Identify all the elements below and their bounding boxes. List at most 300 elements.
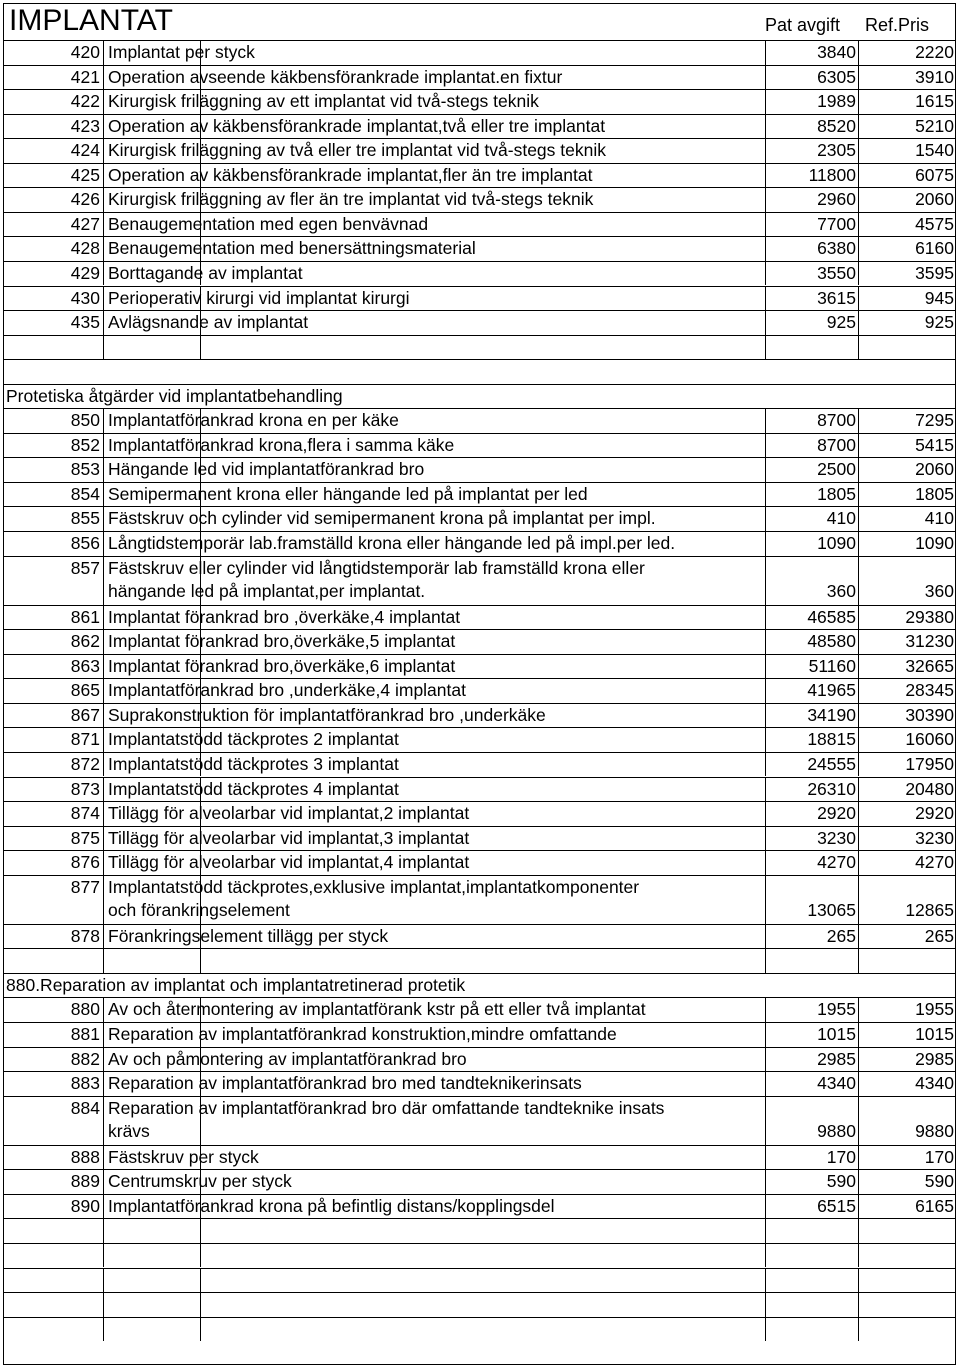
desc-cell (103, 287, 410, 311)
desc-cell (103, 925, 389, 949)
pat-fee-cell: 7700 (765, 213, 858, 237)
code-cell (3, 336, 103, 360)
table-row (3, 482, 956, 507)
table-row (3, 678, 956, 703)
table-row (3, 826, 956, 851)
desc-cell (103, 1072, 582, 1096)
pat-fee-cell: 8700 (765, 434, 858, 458)
pat-fee-cell: 360 (765, 580, 858, 605)
pat-fee-cell (765, 1219, 858, 1243)
ref-price-cell (858, 1219, 956, 1243)
item-description: Reparation av implantatförankrad bro där omfattande tandteknike insats (108, 1097, 665, 1118)
pat-fee-cell: 34190 (765, 704, 858, 728)
page-title: IMPLANTAT (9, 4, 173, 37)
code-cell: 857 (70, 557, 100, 578)
pat-fee-cell: 3840 (765, 41, 858, 65)
item-description-continued: hängande led på implantat,per implantat. (108, 581, 426, 602)
ref-price-cell: 6165 (858, 1195, 956, 1219)
desc-cell (103, 557, 645, 581)
code-cell: 862 (70, 631, 100, 652)
table-row (3, 261, 956, 286)
pat-fee-cell: 6515 (765, 1195, 858, 1219)
code-cell: 881 (70, 1024, 100, 1044)
table-row-continued (3, 1120, 956, 1145)
code-cell: 424 (70, 140, 100, 161)
empty-row (3, 1292, 956, 1317)
desc-cell (103, 1048, 467, 1072)
desc-cont-cell (200, 1293, 765, 1317)
item-description: Operation avseende käkbensförankrade implantat.en fixtur (108, 66, 563, 87)
desc-cell (103, 704, 546, 728)
ref-price-cell: 2920 (858, 802, 956, 826)
table-row (3, 703, 956, 728)
desc-cont-cell (200, 336, 765, 360)
code-cell: 421 (70, 66, 100, 87)
pat-fee-cell: 26310 (765, 778, 858, 802)
item-description: Tillägg för alveolarbar vid implantat,2 implantat (108, 803, 470, 824)
code-cell: 423 (70, 115, 100, 136)
pat-fee-cell: 1989 (765, 90, 858, 114)
code-cell: 888 (70, 1146, 100, 1167)
table-row (3, 1169, 956, 1194)
pat-fee-cell (765, 1097, 858, 1121)
empty-row (3, 335, 956, 360)
code-cell: 865 (70, 680, 100, 701)
pat-fee-cell (765, 1293, 858, 1317)
ref-price-cell: 30390 (858, 704, 956, 728)
code-cell (3, 1244, 103, 1268)
ref-price-cell: 590 (858, 1170, 956, 1194)
pat-fee-cell: 13065 (765, 899, 858, 924)
code-cell (3, 580, 103, 605)
pat-fee-cell (765, 360, 858, 384)
ref-price-cell: 4575 (858, 213, 956, 237)
desc-cell (103, 139, 606, 163)
table-row (3, 850, 956, 875)
item-description: Implantat förankrad bro,överkäke,6 implantat (108, 655, 456, 676)
ref-price-cell: 9880 (858, 1120, 956, 1145)
pat-fee-cell: 41965 (765, 679, 858, 703)
ref-price-cell: 6160 (858, 237, 956, 261)
item-description: Implantatstödd täckprotes 3 implantat (108, 753, 399, 774)
item-description: Tillägg för alveolarbar vid implantat,4 implantat (108, 852, 470, 873)
code-cell: 430 (70, 287, 100, 308)
desc-cell (103, 213, 429, 237)
desc-cell (103, 90, 539, 114)
code-cell: 890 (70, 1195, 100, 1216)
item-description: Reparation av implantatförankrad bro med tandteknikerinsats (108, 1073, 582, 1094)
desc-cell (103, 606, 461, 630)
table-row (3, 997, 956, 1022)
ref-price-cell: 12865 (858, 899, 956, 924)
item-description: Implantat förankrad bro ,överkäke,4 implantat (108, 606, 461, 627)
desc-cell (103, 41, 255, 65)
item-description: Kirurgisk friläggning av fler än tre implantat vid två-stegs teknik (108, 189, 594, 210)
pat-fee-cell: 8520 (765, 115, 858, 139)
table-row (3, 1047, 956, 1072)
ref-price-cell: 1090 (858, 532, 956, 556)
code-cell: 855 (70, 508, 100, 529)
item-description: Kirurgisk friläggning av ett implantat vid två-stegs teknik (108, 91, 539, 112)
ref-price-cell: 410 (858, 507, 956, 531)
table-row (3, 556, 956, 581)
desc-cell (103, 66, 563, 90)
code-cell: 871 (70, 729, 100, 750)
desc-cell (103, 115, 606, 139)
item-description: Implantatförankrad krona en per käke (108, 410, 399, 431)
ref-price-cell: 945 (858, 287, 956, 311)
table-row (3, 457, 956, 482)
desc-cell (103, 630, 456, 654)
item-description-continued: och förankringselement (108, 900, 290, 921)
pat-fee-cell (765, 949, 858, 973)
ref-price-cell (858, 949, 956, 973)
item-description: Av och återmontering av implantatförank kstr på ett eller två implantat (108, 999, 646, 1020)
pat-fee-cell: 1805 (765, 483, 858, 507)
item-description: Implantatstödd täckprotes 2 implantat (108, 729, 399, 750)
pat-fee-cell (765, 1269, 858, 1293)
desc-cell (103, 876, 640, 900)
item-description: Fästskruv och cylinder vid semipermanent krona på implantat per impl. (108, 508, 656, 529)
item-description: Implantatförankrad bro ,underkäke,4 implantat (108, 680, 466, 701)
desc-cell (103, 1023, 617, 1047)
desc-cell (103, 998, 646, 1022)
code-cell: 427 (70, 213, 100, 234)
code-cell: 872 (70, 753, 100, 774)
pat-fee-cell: 24555 (765, 753, 858, 777)
desc-cell (103, 237, 476, 261)
section-heading-row (3, 384, 956, 409)
desc-cell (103, 899, 290, 924)
pat-fee-cell: 1090 (765, 532, 858, 556)
item-description: Benaugementation med benersättningsmaterial (108, 238, 476, 259)
ref-price-cell: 1615 (858, 90, 956, 114)
empty-row (3, 359, 956, 384)
section-heading-row (3, 973, 956, 998)
ref-price-cell (858, 557, 956, 581)
empty-row (3, 1317, 956, 1342)
pat-fee-cell: 4270 (765, 851, 858, 875)
pat-fee-cell: 2305 (765, 139, 858, 163)
desc-cell (103, 507, 656, 531)
item-description: Förankringselement tillägg per styck (108, 925, 389, 946)
code-cell: 874 (70, 803, 100, 824)
table-row (3, 727, 956, 752)
desc-cell (103, 1293, 200, 1317)
code-cell (3, 1269, 103, 1293)
ref-price-cell: 4270 (858, 851, 956, 875)
table-row (3, 65, 956, 90)
code-cell: 878 (70, 925, 100, 946)
ref-price-cell: 16060 (858, 728, 956, 752)
item-description: Implantat förankrad bro,överkäke,5 implantat (108, 631, 456, 652)
code-cell: 877 (70, 876, 100, 897)
desc-cell (103, 949, 200, 973)
item-description: Suprakonstruktion för implantatförankrad bro ,underkäke (108, 704, 546, 725)
desc-cont-cell (200, 1146, 765, 1170)
item-description: Tillägg för alveolarbar vid implantat,3 implantat (108, 827, 470, 848)
table-row (3, 236, 956, 261)
table-row (3, 286, 956, 311)
desc-cell (103, 655, 456, 679)
code-cell: 422 (70, 91, 100, 112)
code-cell: 854 (70, 483, 100, 504)
code-cell: 850 (70, 410, 100, 431)
desc-cell (103, 580, 426, 605)
pat-fee-cell: 410 (765, 507, 858, 531)
desc-cell (103, 679, 466, 703)
pat-fee-cell: 9880 (765, 1120, 858, 1145)
code-cell: 853 (70, 459, 100, 480)
pat-fee-cell: 170 (765, 1146, 858, 1170)
code-cell: 880 (70, 999, 100, 1020)
desc-cell (103, 1146, 259, 1170)
ref-price-cell (858, 1269, 956, 1293)
desc-cell (103, 360, 200, 384)
empty-row (3, 1243, 956, 1268)
code-cell (3, 949, 103, 973)
code-cell: 884 (70, 1097, 100, 1118)
table-row (3, 801, 956, 826)
item-description: Fästskruv eller cylinder vid långtidstemporär lab framställd krona eller (108, 557, 645, 578)
code-cell (3, 899, 103, 924)
table-row (3, 114, 956, 139)
desc-cont-cell (200, 1219, 765, 1243)
desc-cell (103, 1097, 665, 1121)
table-row (3, 654, 956, 679)
ref-price-cell: 170 (858, 1146, 956, 1170)
ref-price-cell (858, 1097, 956, 1121)
code-cell: 426 (70, 189, 100, 210)
desc-cell (103, 1269, 200, 1293)
item-description: Kirurgisk friläggning av två eller tre implantat vid två-stegs teknik (108, 140, 606, 161)
item-description-continued: krävs (108, 1121, 150, 1142)
item-description: Reparation av implantatförankrad konstruktion,mindre omfattande (108, 1024, 617, 1044)
pat-fee-cell (765, 557, 858, 581)
ref-price-cell: 2060 (858, 458, 956, 482)
desc-cell (103, 311, 309, 335)
pat-fee-cell (765, 336, 858, 360)
ref-price-cell: 2060 (858, 188, 956, 212)
item-description: Av och påmontering av implantatförankrad bro (108, 1048, 467, 1069)
table-row (3, 1071, 956, 1096)
desc-cont-cell (200, 1120, 765, 1145)
item-description: Fästskruv per styck (108, 1146, 259, 1167)
table-row (3, 40, 956, 65)
code-cell: 420 (70, 42, 100, 62)
ref-price-cell (858, 1293, 956, 1317)
table-row (3, 506, 956, 531)
ref-price-cell: 360 (858, 580, 956, 605)
table-row (3, 212, 956, 237)
pat-fee-cell: 1015 (765, 1023, 858, 1047)
ref-price-cell: 5415 (858, 434, 956, 458)
desc-cell (103, 164, 593, 188)
desc-cell (103, 458, 425, 482)
pat-fee-cell: 2960 (765, 188, 858, 212)
ref-price-cell: 1805 (858, 483, 956, 507)
pat-fee-cell (765, 1318, 858, 1342)
desc-cont-cell (200, 360, 765, 384)
desc-cell (103, 262, 303, 286)
desc-cell (103, 1120, 200, 1145)
ref-price-cell: 4340 (858, 1072, 956, 1096)
ref-price-cell: 28345 (858, 679, 956, 703)
ref-price-cell: 6075 (858, 164, 956, 188)
table-row (3, 531, 956, 556)
desc-cont-cell (200, 41, 765, 65)
desc-cell (103, 1219, 200, 1243)
ref-price-cell (858, 1244, 956, 1268)
ref-price-cell: 29380 (858, 606, 956, 630)
ref-price-cell (858, 1318, 956, 1342)
ref-price-cell: 20480 (858, 778, 956, 802)
ref-price-cell: 2220 (858, 41, 956, 65)
pat-fee-cell: 590 (765, 1170, 858, 1194)
desc-cell (103, 753, 399, 777)
item-description: Implantat per styck (108, 42, 255, 62)
desc-cell (103, 336, 200, 360)
desc-cell (103, 851, 470, 875)
pat-fee-cell: 3230 (765, 827, 858, 851)
table-row (3, 605, 956, 630)
pat-fee-cell: 18815 (765, 728, 858, 752)
code-cell: 428 (70, 238, 100, 259)
code-cell: 882 (70, 1048, 100, 1069)
pat-fee-cell: 3550 (765, 262, 858, 286)
code-cell: 876 (70, 852, 100, 873)
table-row-continued (3, 580, 956, 605)
ref-price-cell: 2985 (858, 1048, 956, 1072)
desc-cont-cell (200, 1318, 765, 1342)
code-cell: 889 (70, 1171, 100, 1192)
table-row (3, 1022, 956, 1047)
desc-cont-cell (200, 1269, 765, 1293)
title-bar (3, 3, 956, 39)
item-description: Implantatförankrad krona på befintlig distans/kopplingsdel (108, 1195, 555, 1216)
code-cell (3, 1293, 103, 1317)
pat-fee-cell: 2500 (765, 458, 858, 482)
col-header-patient-fee: Pat avgift (765, 15, 841, 35)
table-row (3, 187, 956, 212)
desc-cell (103, 728, 399, 752)
code-cell: 852 (70, 434, 100, 455)
empty-row (3, 948, 956, 973)
ref-price-cell: 1540 (858, 139, 956, 163)
code-cell (3, 1219, 103, 1243)
code-cell: 863 (70, 655, 100, 676)
item-description: Benaugementation med egen benvävnad (108, 213, 429, 234)
ref-price-cell: 31230 (858, 630, 956, 654)
code-cell: 425 (70, 164, 100, 185)
table-row (3, 163, 956, 188)
table-row-continued (3, 899, 956, 924)
table-row (3, 433, 956, 458)
table-row (3, 89, 956, 114)
ref-price-cell: 3910 (858, 66, 956, 90)
code-cell: 867 (70, 704, 100, 725)
table-row (3, 408, 956, 433)
desc-cell (103, 827, 470, 851)
code-cell: 435 (70, 312, 100, 333)
code-cell: 883 (70, 1073, 100, 1094)
desc-cell (103, 434, 455, 458)
desc-cell (103, 188, 594, 212)
item-description: Semipermanent krona eller hängande led på implantat per led (108, 483, 588, 504)
table-row (3, 629, 956, 654)
table-row (3, 777, 956, 802)
pat-fee-cell: 48580 (765, 630, 858, 654)
item-description: Implantatstödd täckprotes 4 implantat (108, 778, 399, 799)
ref-price-cell: 265 (858, 925, 956, 949)
code-cell: 875 (70, 827, 100, 848)
code-cell: 861 (70, 606, 100, 627)
item-description: Långtidstemporär lab.framställd krona eller hängande led på impl.per led. (108, 533, 676, 553)
code-cell: 429 (70, 262, 100, 283)
item-description: Implantatstödd täckprotes,exklusive implantat,implantatkomponenter (108, 876, 640, 897)
ref-price-cell: 32665 (858, 655, 956, 679)
desc-cell (103, 409, 399, 433)
pat-fee-cell (765, 1244, 858, 1268)
ref-price-cell: 1015 (858, 1023, 956, 1047)
code-cell: 856 (70, 533, 100, 553)
item-description: Operation av käkbensförankrade implantat,fler än tre implantat (108, 164, 593, 185)
pat-fee-cell: 6380 (765, 237, 858, 261)
ref-price-cell (858, 360, 956, 384)
pat-fee-cell: 2920 (765, 802, 858, 826)
desc-cell (103, 778, 399, 802)
desc-cell (103, 1195, 555, 1219)
pat-fee-cell: 51160 (765, 655, 858, 679)
table-row (3, 752, 956, 777)
section-heading: Protetiska åtgärder vid implantatbehandling (6, 385, 343, 406)
pat-fee-cell: 11800 (765, 164, 858, 188)
code-cell (3, 1120, 103, 1145)
item-description: Operation av käkbensförankrade implantat,två eller tre implantat (108, 115, 606, 136)
item-description: Hängande led vid implantatförankrad bro (108, 459, 425, 480)
empty-row (3, 1268, 956, 1293)
item-description: Centrumskruv per styck (108, 1171, 292, 1192)
pat-fee-cell: 8700 (765, 409, 858, 433)
ref-price-cell: 5210 (858, 115, 956, 139)
table-row (3, 1096, 956, 1121)
desc-cell (103, 532, 676, 556)
code-cell (3, 360, 103, 384)
ref-price-cell: 1955 (858, 998, 956, 1022)
pat-fee-cell: 46585 (765, 606, 858, 630)
item-description: Implantatförankrad krona,flera i samma käke (108, 434, 455, 455)
ref-price-cell: 925 (858, 311, 956, 335)
item-description: Borttagande av implantat (108, 262, 303, 283)
pat-fee-cell: 4340 (765, 1072, 858, 1096)
item-description: Perioperativ kirurgi vid implantat kirurgi (108, 287, 410, 308)
desc-cell (103, 1244, 200, 1268)
pat-fee-cell: 1955 (765, 998, 858, 1022)
item-description: Avlägsnande av implantat (108, 312, 309, 333)
section-heading: 880.Reparation av implantat och implantatretinerad protetik (6, 974, 466, 995)
pat-fee-cell: 925 (765, 311, 858, 335)
desc-cont-cell (200, 1244, 765, 1268)
desc-cell (103, 1170, 292, 1194)
ref-price-cell: 17950 (858, 753, 956, 777)
pat-fee-cell: 265 (765, 925, 858, 949)
pat-fee-cell: 3615 (765, 287, 858, 311)
table-row (3, 138, 956, 163)
ref-price-cell (858, 876, 956, 900)
table-row (3, 875, 956, 900)
desc-cont-cell (200, 949, 765, 973)
pat-fee-cell (765, 876, 858, 900)
